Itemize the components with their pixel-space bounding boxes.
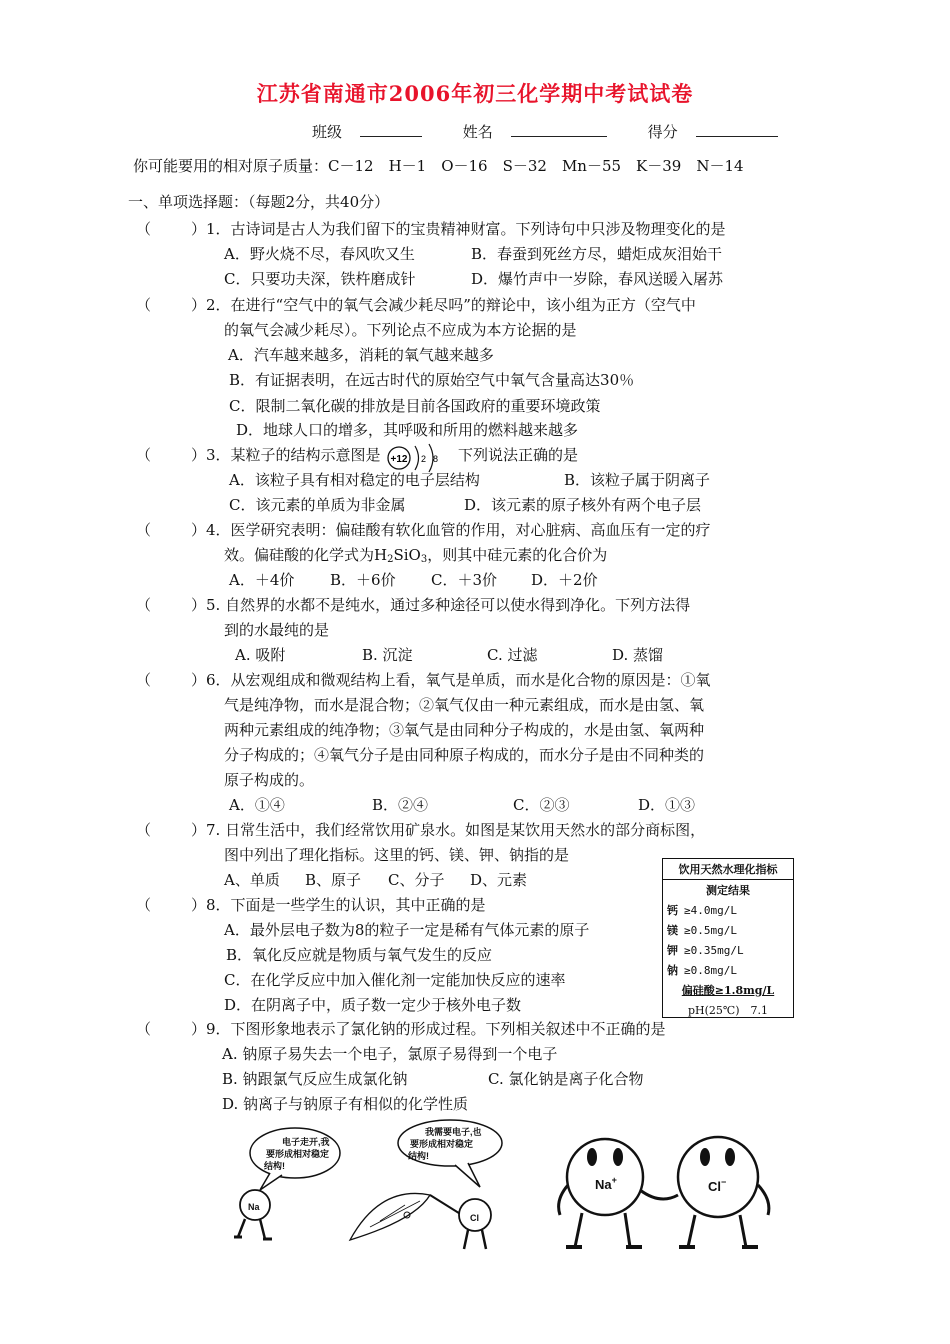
q9-option-c: C. 氯化钠是离子化合物 xyxy=(488,1070,644,1088)
bubble-2-line-3: 结构! xyxy=(408,1151,429,1161)
table-row: 钾 ≥0.35mg/L xyxy=(667,944,744,957)
chloride-ion-eye-right xyxy=(725,1148,735,1166)
question-8-stem: ）8．下面是一些学生的认识，其中正确的是 xyxy=(191,896,486,914)
question-4-stem-1: ）4．医学研究表明：偏硅酸有软化血管的作用，对心脏病、高血压有一定的疗 xyxy=(191,521,711,539)
q9-option-d: D. 钠离子与钠原子有相似的化学性质 xyxy=(222,1095,469,1113)
sodium-ion-eye-left xyxy=(587,1148,597,1166)
question-7-stem-2: 图中列出了理化指标。这里的钙、镁、钾、钠指的是 xyxy=(224,846,570,864)
q3-option-a: A．该粒子具有相对稳定的电子层结构 xyxy=(229,471,480,489)
answer-paren-6[interactable]: （ xyxy=(136,671,182,689)
q1-option-d: D．爆竹声中一岁除，春风送暖入屠苏 xyxy=(471,270,724,288)
chloride-ion-legs xyxy=(688,1215,746,1247)
question-5-stem-1: ）5. 自然界的水都不是纯水，通过多种途径可以使水得到净化。下列方法得 xyxy=(191,596,691,614)
q5-option-b: B. 沉淀 xyxy=(362,646,413,664)
q4-option-a: A．＋4价 xyxy=(229,571,295,589)
page-title: 江苏省南通市2006年初三化学期中考试试卷 xyxy=(256,81,694,106)
bubble-2-line-2: 要形成相对稳定 xyxy=(410,1139,474,1149)
water-label-table xyxy=(662,858,794,1018)
q4-option-d: D．＋2价 xyxy=(531,571,598,589)
q6-option-d: D．①③ xyxy=(638,796,696,814)
question-5-stem-2: 到的水最纯的是 xyxy=(224,621,330,639)
sodium-ion-eye-right xyxy=(613,1148,623,1166)
q6-option-c: C．②③ xyxy=(513,796,570,814)
bubble-1-line-1: 电子走开,我 xyxy=(282,1137,330,1147)
q3-option-c: C．该元素的单质为非金属 xyxy=(229,496,406,514)
answer-paren-9[interactable]: （ xyxy=(136,1020,182,1038)
table-row: 镁 ≥0.5mg/L xyxy=(667,924,737,937)
q9-option-b: B. 钠跟氯气反应生成氯化钠 xyxy=(222,1070,408,1088)
q5-option-a: A. 吸附 xyxy=(235,646,286,664)
nucleus-charge: +12 xyxy=(390,454,408,465)
chloride-ion-label: Cl− xyxy=(708,1177,727,1194)
bubble-2-line-1: 我需要电子,也 xyxy=(425,1127,482,1137)
table-row: 钙 ≥4.0mg/L xyxy=(667,904,737,917)
q7-option-a: A、单质 xyxy=(224,871,280,889)
answer-paren-3[interactable]: （ xyxy=(136,446,182,464)
answer-paren-7[interactable]: （ xyxy=(136,821,182,839)
q6-option-b: B．②④ xyxy=(372,796,429,814)
table-header: 饮用天然水理化指标 xyxy=(663,859,793,880)
chloride-ion-figure xyxy=(678,1137,758,1217)
question-2-stem-2: 的氧气会减少耗尽）。下列论点不应成为本方论据的是 xyxy=(224,321,577,339)
question-6-stem-3: 两种元素组成的纯净物；③氧气是由同种分子构成的，水是由氢、氧两种 xyxy=(224,721,705,739)
q5-option-d: D. 蒸馏 xyxy=(612,646,664,664)
sodium-ion-legs xyxy=(575,1213,630,1247)
q2-option-a: A．汽车越来越多，消耗的氧气越来越多 xyxy=(228,346,494,364)
question-3-stem-b: 下列说法正确的是 xyxy=(458,446,579,464)
q4-option-b: B．＋6价 xyxy=(330,571,396,589)
sodium-ion-label: Na+ xyxy=(595,1175,617,1192)
shell-1-arc xyxy=(415,446,419,470)
net-handle xyxy=(430,1195,462,1215)
holding-hands xyxy=(640,1190,678,1199)
q2-option-d: D．地球人口的增多，其呼吸和所用的燃料越来越多 xyxy=(236,421,579,439)
question-9-stem: ）9．下图形象地表示了氯化钠的形成过程。下列相关叙述中不正确的是 xyxy=(191,1020,666,1038)
student-info xyxy=(312,121,814,142)
q8-option-b: B．氧化反应就是物质与氧气发生的反应 xyxy=(226,946,493,964)
atomic-mass-note: 你可能要用的相对原子质量：C－12 H－1 O－16 S－32 Mn－55 K－39 N－14 xyxy=(133,157,744,175)
question-6-stem-5: 原子构成的。 xyxy=(224,771,315,789)
q1-option-b: B．春蚕到死丝方尽，蜡炬成灰泪始干 xyxy=(471,245,723,263)
sodium-chloride-cartoon xyxy=(230,1115,790,1255)
question-6-stem-4: 分子构成的；④氧气分子是由同种原子构成的，而水分子是由不同种类的 xyxy=(224,746,705,764)
q9-option-a: A. 钠原子易失去一个电子，氯原子易得到一个电子 xyxy=(222,1045,558,1063)
table-subheader: 测定结果 xyxy=(706,884,750,897)
q2-option-b: B．有证据表明，在远古时代的原始空气中氧气含量高达30％ xyxy=(229,371,635,389)
answer-paren-5[interactable]: （ xyxy=(136,596,182,614)
answer-paren-2[interactable]: （ xyxy=(136,296,182,314)
question-6-stem-2: 气是纯净物，而水是混合物；②氧气仅由一种元素组成，而水是由氢、氧 xyxy=(224,696,705,714)
q1-option-a: A．野火烧不尽，春风吹又生 xyxy=(224,245,415,263)
q8-option-d: D．在阴离子中，质子数一定少于核外电子数 xyxy=(224,996,522,1014)
question-7-stem-1: ）7. 日常生活中，我们经常饮用矿泉水。如图是某饮用天然水的部分商标图， xyxy=(191,821,706,839)
bubble-1-line-2: 要形成相对稳定 xyxy=(266,1149,330,1159)
class-field[interactable]: 班级 xyxy=(312,121,440,142)
q6-option-a: A．①④ xyxy=(229,796,285,814)
table-acid-row: 偏硅酸≥1.8mg/L xyxy=(681,984,775,997)
score-field[interactable]: 得分 xyxy=(648,121,796,142)
q8-option-a: A．最外层电子数为8的粒子一定是稀有气体元素的原子 xyxy=(224,921,590,939)
answer-paren-8[interactable]: （ xyxy=(136,896,182,914)
sodium-atom-label: Na xyxy=(248,1202,260,1212)
answer-paren-1[interactable]: （ xyxy=(136,220,182,238)
question-4-stem-2: 效。偏硅酸的化学式为$H_2SiO_3$，则其中硅元素的化合价为 xyxy=(224,546,608,565)
q7-option-c: C、分子 xyxy=(388,871,445,889)
q3-option-d: D．该元素的原子核外有两个电子层 xyxy=(464,496,702,514)
bubble-2-tail xyxy=(455,1163,480,1187)
q3-option-b: B．该粒子属于阴离子 xyxy=(564,471,711,489)
answer-paren-4[interactable]: （ xyxy=(136,521,182,539)
sodium-feet xyxy=(234,1237,272,1239)
q4-option-c: C．＋3价 xyxy=(431,571,498,589)
section-heading: 一、单项选择题：（每题2分，共40分） xyxy=(128,193,390,211)
sodium-legs xyxy=(238,1219,265,1239)
shell-2-count: 8 xyxy=(433,454,439,464)
q7-option-d: D、元素 xyxy=(470,871,528,889)
q8-option-c: C．在化学反应中加入催化剂一定能加快反应的速率 xyxy=(224,971,566,989)
bubble-1-line-3: 结构! xyxy=(264,1161,285,1171)
q2-option-c: C．限制二氧化碳的排放是目前各国政府的重要环境政策 xyxy=(229,397,601,415)
table-row: 钠 ≥0.8mg/L xyxy=(667,964,737,977)
chlorine-atom-label: Cl xyxy=(470,1213,479,1223)
question-1-stem: ）1．古诗词是古人为我们留下的宝贵精神财富。下列诗句中只涉及物理变化的是 xyxy=(191,220,726,238)
shell-1-count: 2 xyxy=(421,454,427,464)
chloride-ion-eye-left xyxy=(700,1148,710,1166)
q1-option-c: C．只要功夫深，铁杵磨成针 xyxy=(224,270,416,288)
q7-option-b: B、原子 xyxy=(305,871,362,889)
name-field[interactable]: 姓名 xyxy=(463,121,625,142)
table-ph-row: pH(25℃) 7.1 xyxy=(687,1004,768,1017)
q5-option-c: C. 过滤 xyxy=(487,646,538,664)
question-2-stem-1: ）2．在进行“空气中的氧气会减少耗尽吗”的辩论中，该小组为正方（空气中 xyxy=(191,296,696,314)
question-6-stem-1: ）6．从宏观组成和微观结构上看，氧气是单质，而水是化合物的原因是：①氧 xyxy=(191,671,711,689)
chlorine-legs xyxy=(464,1230,486,1249)
question-3-stem-a: ）3．某粒子的结构示意图是 xyxy=(191,446,381,464)
bubble-1-tail xyxy=(260,1173,282,1190)
